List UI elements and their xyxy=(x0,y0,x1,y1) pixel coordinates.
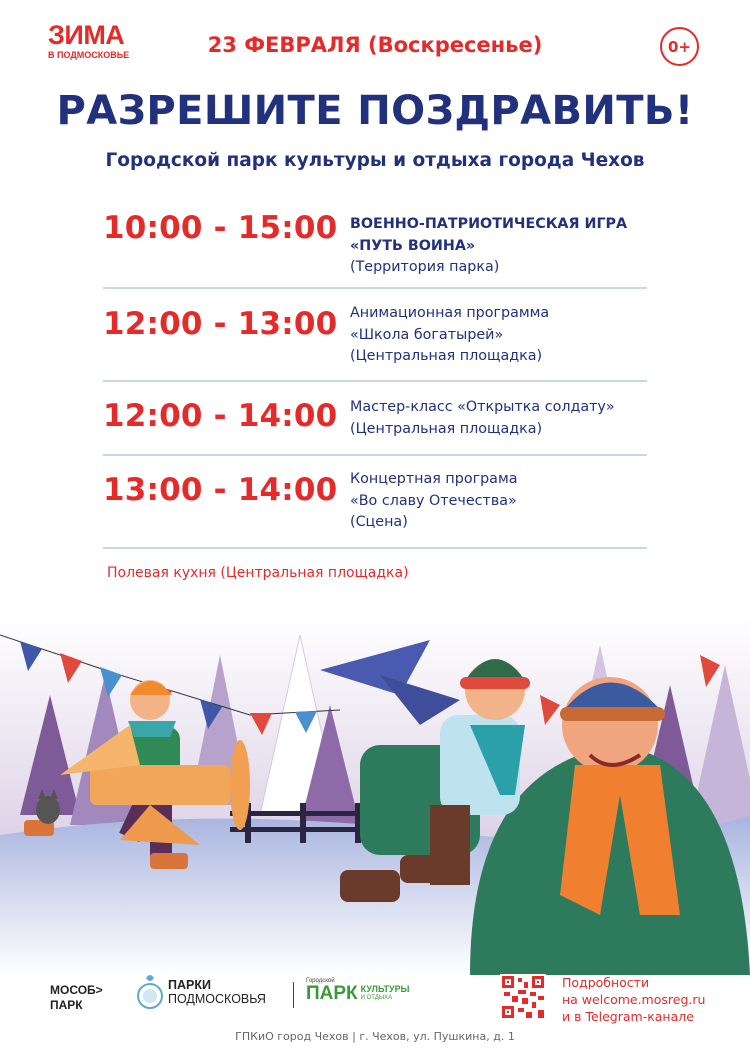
details-text xyxy=(562,974,705,1025)
event-date: 23 ФЕВРАЛЯ (Воскресенье) xyxy=(207,33,543,57)
qr-code[interactable] xyxy=(500,974,546,1020)
age-rating-badge: 0+ xyxy=(660,27,699,66)
event-description xyxy=(350,397,615,440)
footer-address: ГПКиО город Чехов | г. Чехов, ул. Пушкина, д. 1 xyxy=(235,1030,515,1043)
park-logo-small: Городской xyxy=(306,978,335,984)
event-location: (Центральная площадка) xyxy=(350,348,543,364)
divider xyxy=(103,547,647,549)
mosobpark-logo xyxy=(50,983,103,1013)
details-line: Подробности xyxy=(562,975,650,990)
park-logo-culture: КУЛЬТУРЫ xyxy=(360,984,410,994)
event-title-line: «Школа богатырей» xyxy=(350,326,504,343)
gorodskoy-park-logo xyxy=(306,978,409,1003)
event-title-line: Концертная програма xyxy=(350,471,518,487)
event-time: 10:00 - 15:00 xyxy=(103,210,338,246)
mosobpark-logo-line: ПАРК xyxy=(50,998,83,1012)
zima-logo xyxy=(48,22,129,60)
details-link[interactable]: на welcome.mosreg.ru xyxy=(562,992,706,1007)
field-kitchen-note: Полевая кухня (Центральная площадка) xyxy=(107,565,409,581)
divider xyxy=(103,287,647,289)
parki-podmoskovya-logo xyxy=(168,978,266,1006)
event-title-line: «Во славу Отечества» xyxy=(350,492,517,509)
event-location: (Территория парка) xyxy=(350,259,500,275)
event-time: 13:00 - 14:00 xyxy=(103,472,338,508)
page-subtitle: Городской парк культуры и отдыха города Чехов xyxy=(105,150,645,171)
event-title-line: Мастер-класс «Открытка солдату» xyxy=(350,399,615,415)
parki-podmoskovya-icon xyxy=(136,972,164,1010)
divider xyxy=(103,454,647,456)
logo-separator xyxy=(293,982,294,1008)
zima-logo-title: ЗИМА xyxy=(48,20,125,50)
toy-plane xyxy=(90,765,230,805)
event-time: 12:00 - 13:00 xyxy=(103,306,338,342)
parki-logo-line: ПОДМОСКОВЬЯ xyxy=(168,992,266,1006)
event-location: (Сцена) xyxy=(350,514,408,530)
page-title: РАЗРЕШИТЕ ПОЗДРАВИТЬ! xyxy=(56,88,694,134)
event-title-line: «ПУТЬ ВОИНА» xyxy=(350,237,476,254)
divider xyxy=(103,380,647,382)
zima-logo-subtitle: В ПОДМОСКОВЬЕ xyxy=(48,50,130,60)
event-description xyxy=(350,214,627,279)
event-description xyxy=(350,303,549,368)
park-logo-word: ПАРК xyxy=(306,983,358,1004)
mosobpark-logo-line: МОСОБ> xyxy=(50,983,103,997)
event-title-line: ВОЕННО-ПАТРИОТИЧЕСКАЯ ИГРА xyxy=(350,216,628,232)
winter-illustration xyxy=(0,615,750,975)
parki-logo-line: ПАРКИ xyxy=(168,978,211,992)
event-title-line: Анимационная программа xyxy=(350,305,550,321)
event-location: (Центральная площадка) xyxy=(350,420,543,437)
event-time: 12:00 - 14:00 xyxy=(103,398,338,434)
park-logo-rest: И ОТДЫХА xyxy=(360,995,393,1001)
details-line: и в Telegram-канале xyxy=(562,1009,694,1024)
event-description xyxy=(350,469,518,534)
